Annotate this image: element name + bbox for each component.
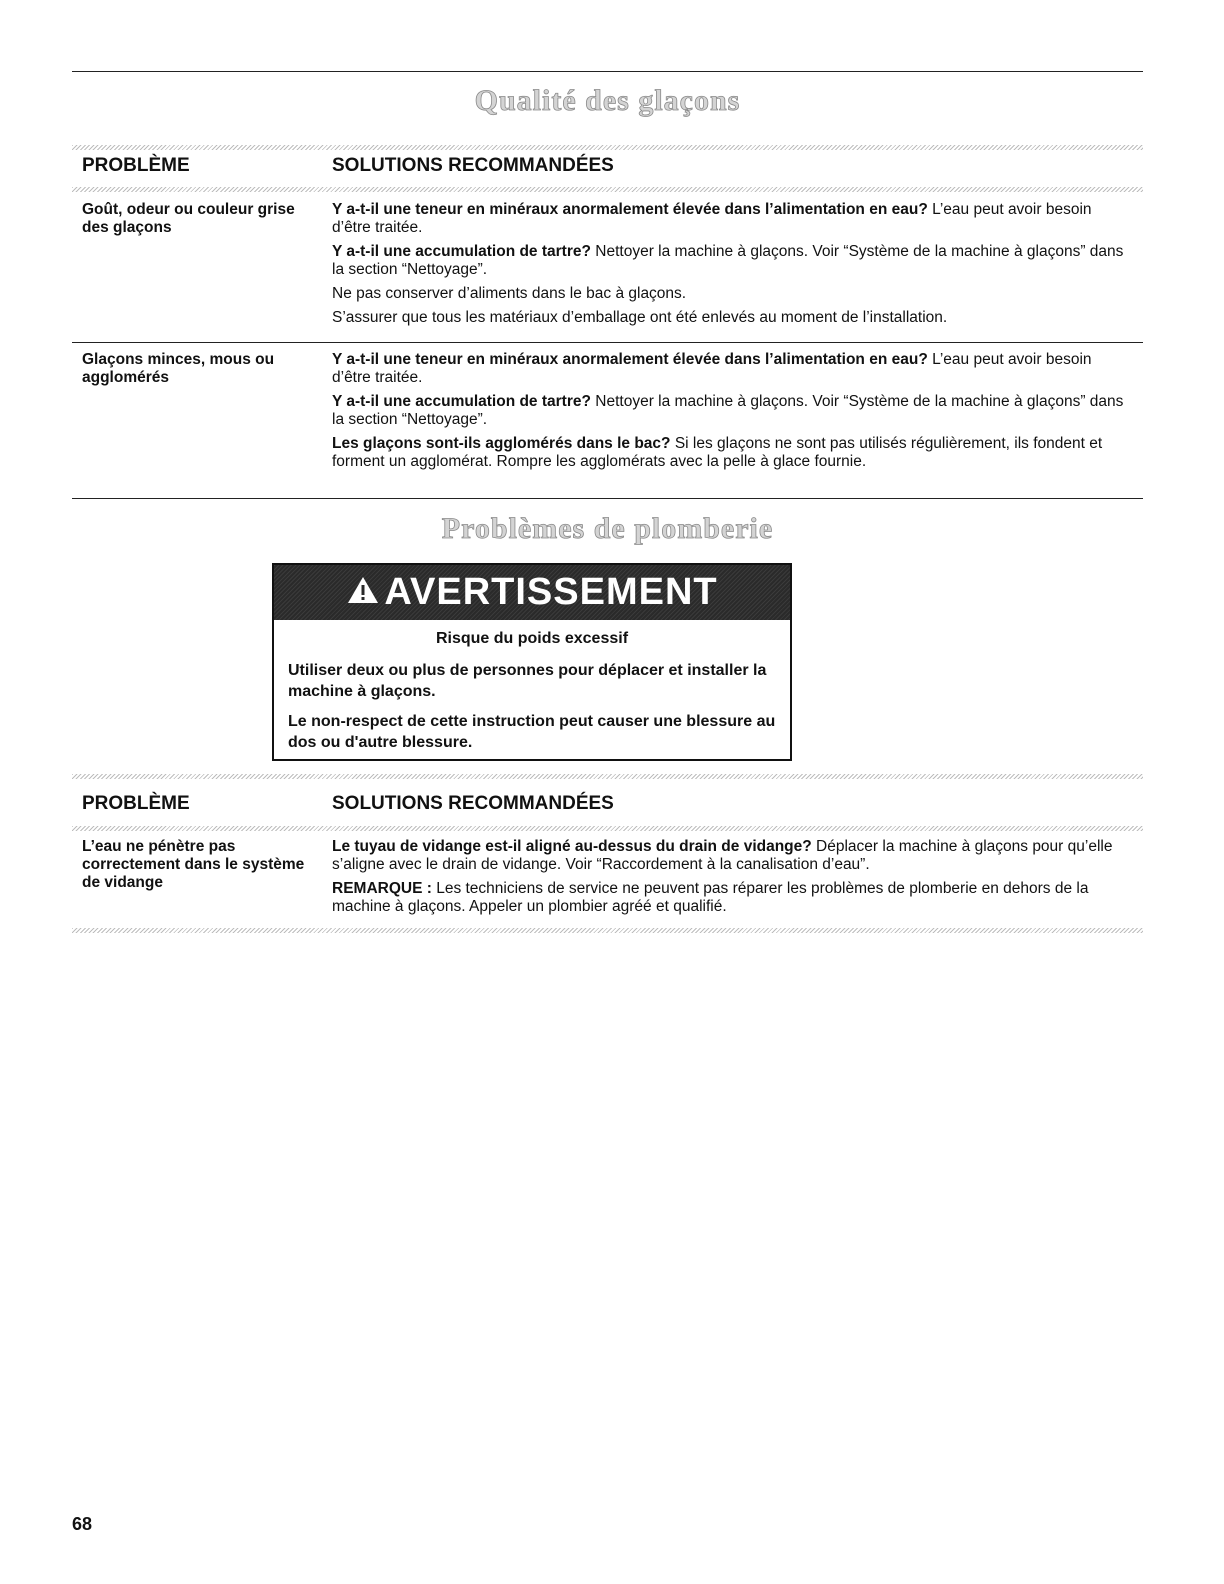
solutions-cell <box>332 838 1132 922</box>
problem-cell: L’eau ne pénètre pas correctement dans le système de vidange <box>82 838 305 891</box>
solution-item <box>332 309 1132 327</box>
solution-text: Ne pas conserver d’aliments dans le bac à glaçons. <box>332 285 687 302</box>
solution-question: Le tuyau de vidange est-il aligné au-dessus du drain de vidange? <box>332 838 812 855</box>
table-bottom-hatch <box>72 928 1143 933</box>
solution-text: Déplacer la machine à glaçons pour qu’elle s’aligne avec le drain de vidange. Voir “Raccordement à la canalisation d’eau”. <box>332 838 1113 873</box>
solution-question: Y a-t-il une teneur en minéraux anormalement élevée dans l’alimentation en eau? <box>332 201 928 218</box>
solution-text: Nettoyer la machine à glaçons. Voir “Système de la machine à glaçons” dans la section “Nettoyage”. <box>332 243 1124 278</box>
warning-instruction: Utiliser deux ou plus de personnes pour déplacer et installer la machine à glaçons. <box>288 662 767 700</box>
header-solutions: SOLUTIONS RECOMMANDÉES <box>332 155 614 176</box>
warning-risk: Risque du poids excessif <box>435 630 629 647</box>
solution-text: L’eau peut avoir besoin d’être traitée. <box>332 351 1092 386</box>
solution-question: Y a-t-il une teneur en minéraux anormalement élevée dans l’alimentation en eau? <box>332 351 928 368</box>
warning-consequence: Le non-respect de cette instruction peut causer une blessure au dos ou d'autre blessure. <box>288 713 776 751</box>
solution-item <box>332 880 1132 916</box>
solution-question: REMARQUE : <box>332 880 432 897</box>
problem-cell: Glaçons minces, mous ou agglomérés <box>82 351 275 386</box>
solution-question: Les glaçons sont-ils agglomérés dans le bac? <box>332 435 671 452</box>
header-problem: PROBLÈME <box>82 155 190 176</box>
header-solutions: SOLUTIONS RECOMMANDÉES <box>332 793 614 814</box>
page-number: 68 <box>72 1514 93 1534</box>
warning-header <box>274 565 790 620</box>
warning-box <box>272 563 792 761</box>
row-divider <box>72 342 1143 343</box>
solution-item <box>332 285 1132 303</box>
section-rule <box>72 498 1143 499</box>
header-hatch-top <box>72 145 1143 150</box>
solutions-cell <box>332 351 1132 477</box>
section-title-ice-quality: Qualité des glaçons <box>474 84 741 117</box>
solution-item <box>332 393 1132 429</box>
header-hatch-top <box>72 774 1143 779</box>
solution-item <box>332 351 1132 387</box>
solution-item <box>332 243 1132 279</box>
solution-text: S’assurer que tous les matériaux d’emballage ont été enlevés au moment de l’installation. <box>332 309 948 326</box>
header-problem: PROBLÈME <box>82 793 190 814</box>
solution-question: Y a-t-il une accumulation de tartre? <box>332 243 591 260</box>
solution-text: Si les glaçons ne sont pas utilisés régulièrement, ils fondent et forment un agglomérat. Rompre les agglomérats avec la pelle à glace fournie. <box>332 435 1103 470</box>
warning-heading: AVERTISSEMENT <box>384 571 718 613</box>
header-hatch-bottom <box>72 826 1143 831</box>
problem-cell: Goût, odeur ou couleur grise des glaçons <box>82 201 295 236</box>
solution-text: Nettoyer la machine à glaçons. Voir “Système de la machine à glaçons” dans la section “Nettoyage”. <box>332 393 1124 428</box>
warning-body <box>274 628 790 753</box>
solution-item <box>332 201 1132 237</box>
warning-triangle-icon <box>346 566 380 621</box>
top-rule <box>72 71 1143 72</box>
solution-text: Les techniciens de service ne peuvent pas réparer les problèmes de plomberie en dehors de la machine à glaçons. Appeler un plombier agréé et qualifié. <box>332 880 1089 915</box>
header-hatch-bottom <box>72 187 1143 192</box>
solution-item <box>332 838 1132 874</box>
solution-item <box>332 435 1132 471</box>
solution-question: Y a-t-il une accumulation de tartre? <box>332 393 591 410</box>
section-title-plumbing: Problèmes de plomberie <box>441 512 774 545</box>
solution-text: L’eau peut avoir besoin d’être traitée. <box>332 201 1092 236</box>
solutions-cell <box>332 201 1132 333</box>
